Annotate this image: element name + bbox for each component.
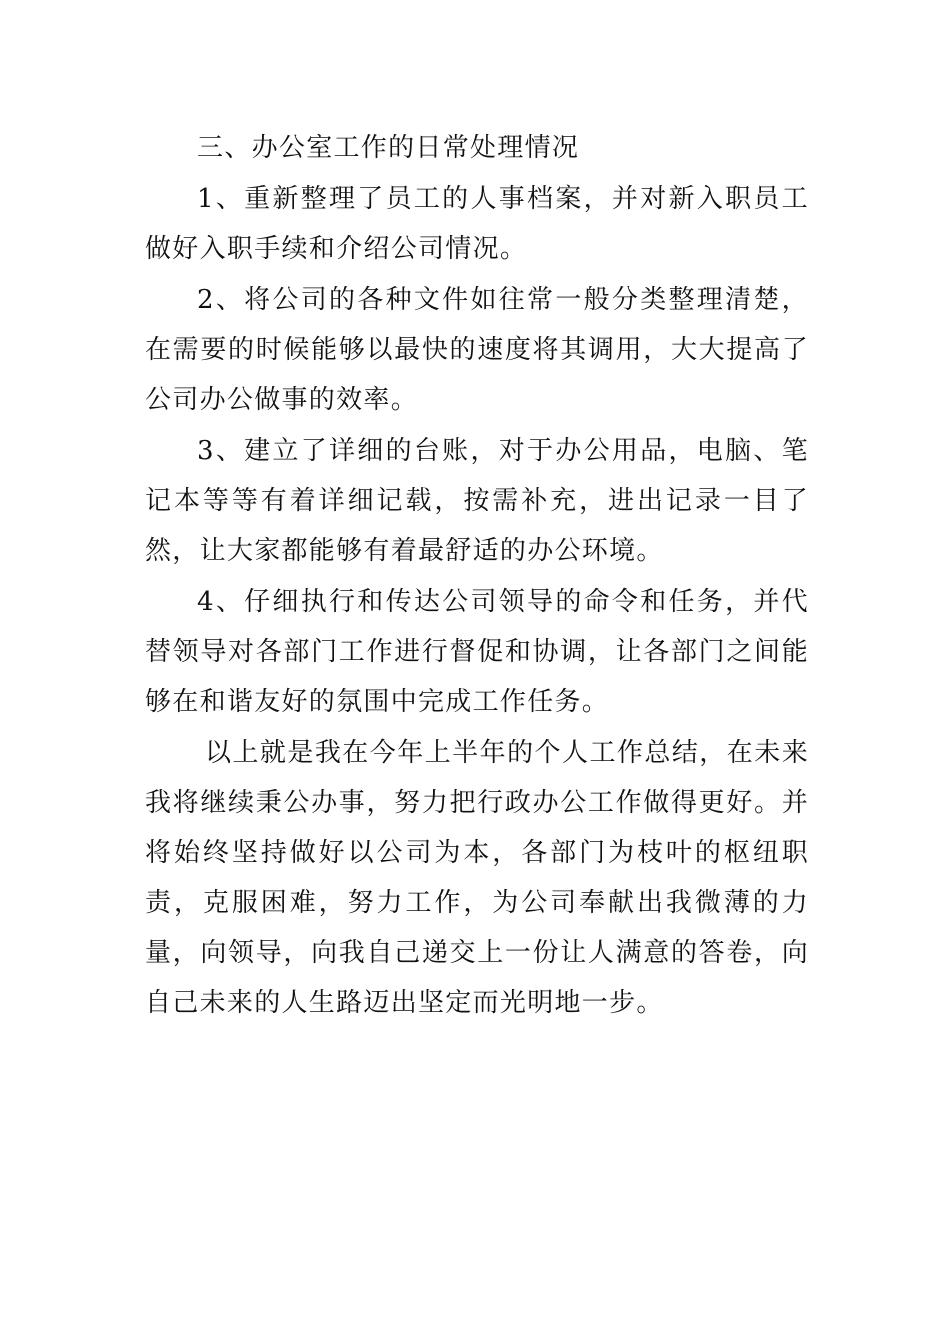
section-heading: 三、办公室工作的日常处理情况: [197, 133, 580, 163]
paragraph-item-4: 4、仔细执行和传达公司领导的命令和任务，并代替领导对各部门工作进行督促和协调，让各部门之间能够在和谐友好的氛围中完成工作任务。: [145, 587, 809, 717]
paragraph-item-2: 2、将公司的各种文件如往常一般分类整理清楚，在需要的时候能够以最快的速度将其调用，大大提高了公司办公做事的效率。: [145, 285, 809, 415]
closing-paragraph: 以上就是我在今年上半年的个人工作总结，在未来我将继续秉公办事，努力把行政办公工作做得更好。并将始终坚持做好以公司为本，各部门为枝叶的枢纽职责，克服困难，努力工作，为公司奉献出我微薄的力量，向领导，向我自己递交上一份让人满意的答卷，向自己未来的人生路迈出坚定而光明地一步。: [145, 738, 809, 1018]
paragraph-item-3: 3、建立了详细的台账，对于办公用品，电脑、笔记本等等有着详细记载，按需补充，进出记录一目了然，让大家都能够有着最舒适的办公环境。: [145, 436, 809, 566]
document-body: [145, 123, 809, 1029]
paragraph-item-1: 1、重新整理了员工的人事档案，并对新入职员工做好入职手续和介绍公司情况。: [145, 184, 809, 264]
